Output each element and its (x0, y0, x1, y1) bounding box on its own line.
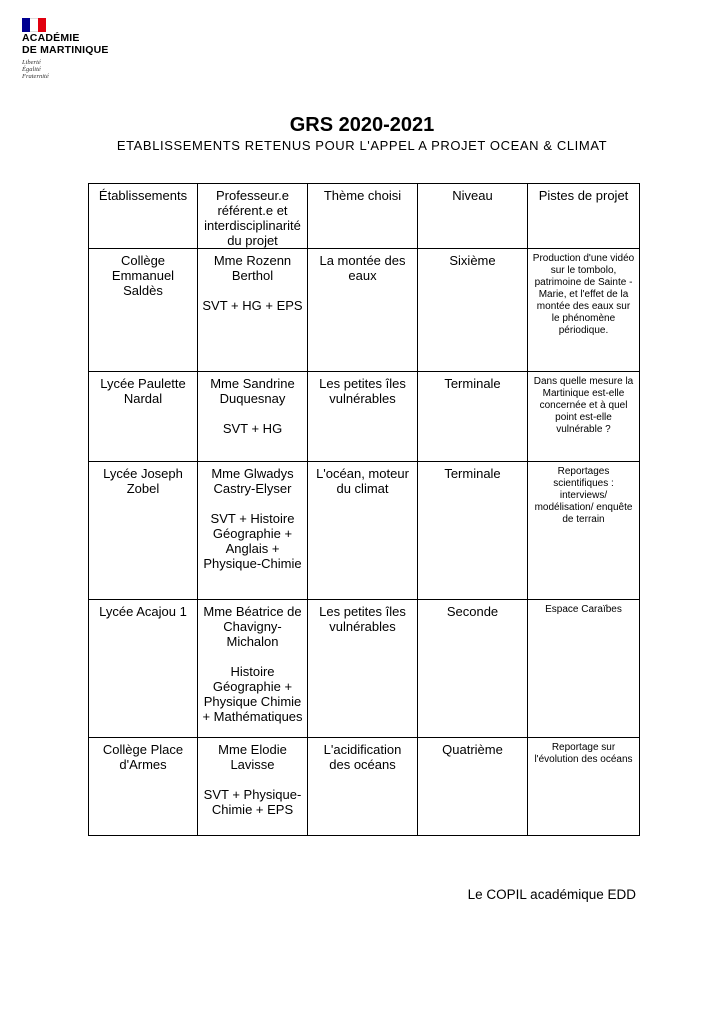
header-etablissements: Établissements (89, 184, 198, 249)
logo-line-1: ACADÉMIE (22, 32, 80, 44)
teacher-name: Mme Glwadys Castry-Elyser (211, 466, 294, 496)
cell-niveau: Terminale (418, 462, 528, 600)
page-subtitle: ETABLISSEMENTS RETENUS POUR L'APPEL A PROJET OCEAN & CLIMAT (116, 138, 608, 153)
motto-fraternite: Fraternité (22, 73, 49, 80)
cell-niveau: Quatrième (418, 738, 528, 836)
header-pistes: Pistes de projet (528, 184, 640, 249)
motto-egalite: Égalité (22, 66, 41, 73)
cell-pistes: Dans quelle mesure la Martinique est-elle concernée et à quel point est-elle vulnérable ? (528, 372, 640, 462)
disciplines: SVT + HG + EPS (202, 298, 303, 313)
table-row (89, 462, 640, 600)
motto (22, 59, 132, 80)
cell-etablissement: Lycée Paulette Nardal (89, 372, 198, 462)
cell-etablissement: Collège Place d'Armes (89, 738, 198, 836)
cell-niveau: Sixième (418, 249, 528, 372)
teacher-name: Mme Béatrice de Chavigny-Michalon (203, 604, 302, 649)
header-professeur: Professeur.e référent.e et interdisciplinarité du projet (198, 184, 308, 249)
cell-theme: L'océan, moteur du climat (308, 462, 418, 600)
cell-etablissement: Collège Emmanuel Saldès (89, 249, 198, 372)
cell-professeur (198, 249, 308, 372)
cell-niveau: Terminale (418, 372, 528, 462)
logo-line-2: DE MARTINIQUE (22, 44, 109, 56)
cell-theme: L'acidification des océans (308, 738, 418, 836)
cell-pistes: Reportage sur l'évolution des océans (528, 738, 640, 836)
disciplines: SVT + Physique-Chimie + EPS (203, 787, 302, 817)
page-title: GRS 2020-2021 (289, 114, 435, 136)
academy-logo (22, 18, 132, 80)
cell-professeur (198, 372, 308, 462)
header-theme: Thème choisi (308, 184, 418, 249)
cell-professeur (198, 462, 308, 600)
schools-table (88, 183, 640, 836)
disciplines: Histoire Géographie + Physique Chimie + Mathématiques (202, 664, 303, 724)
header-niveau: Niveau (418, 184, 528, 249)
cell-etablissement: Lycée Acajou 1 (89, 600, 198, 738)
cell-theme: La montée des eaux (308, 249, 418, 372)
cell-pistes: Production d'une vidéo sur le tombolo, patrimoine de Sainte - Marie, et l'effet de la montée des eaux sur le phénomène périodique. (528, 249, 640, 372)
teacher-name: Mme Elodie Lavisse (218, 742, 287, 772)
signature-footer: Le COPIL académique EDD (467, 887, 636, 902)
cell-niveau: Seconde (418, 600, 528, 738)
teacher-name: Mme Rozenn Berthol (213, 253, 292, 283)
table-row (89, 600, 640, 738)
table-row (89, 249, 640, 372)
table-row (89, 738, 640, 836)
french-flag-icon (22, 18, 46, 32)
disciplines: SVT + HG (222, 421, 283, 436)
table-header-row (89, 184, 640, 249)
cell-professeur (198, 600, 308, 738)
table-row (89, 372, 640, 462)
cell-theme: Les petites îles vulnérables (308, 600, 418, 738)
cell-pistes: Reportages scientifiques : interviews/ modélisation/ enquête de terrain (528, 462, 640, 600)
motto-liberte: Liberté (22, 59, 41, 66)
disciplines: SVT + Histoire Géographie + Anglais + Physique-Chimie (203, 511, 302, 571)
cell-etablissement: Lycée Joseph Zobel (89, 462, 198, 600)
cell-professeur (198, 738, 308, 836)
teacher-name: Mme Sandrine Duquesnay (210, 376, 295, 406)
cell-pistes: Espace Caraïbes (528, 600, 640, 738)
cell-theme: Les petites îles vulnérables (308, 372, 418, 462)
